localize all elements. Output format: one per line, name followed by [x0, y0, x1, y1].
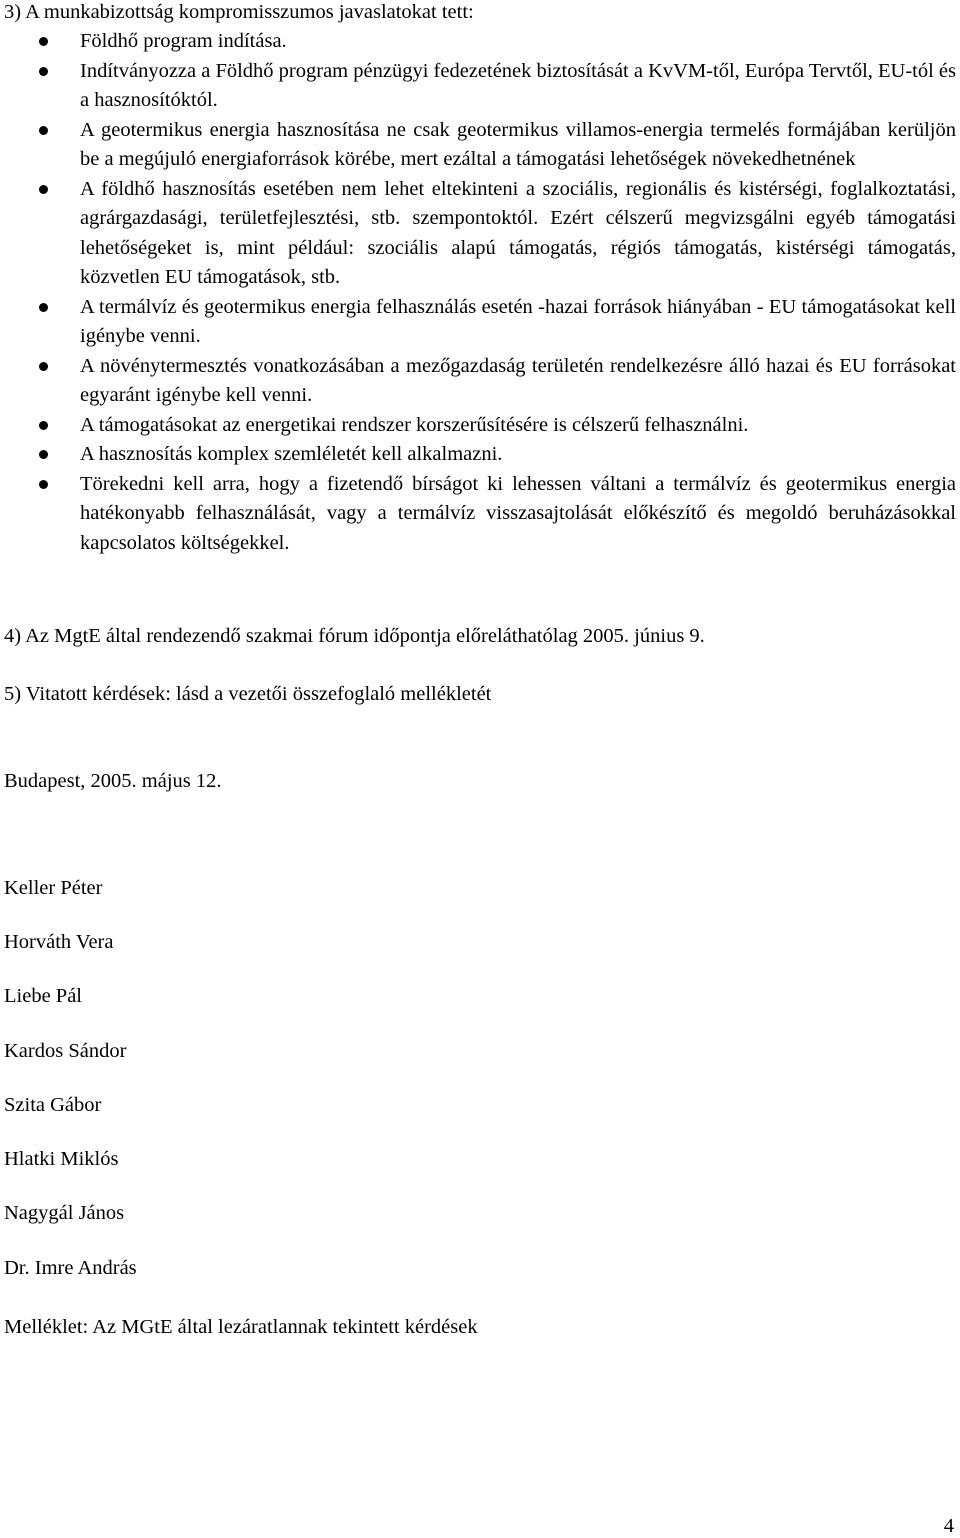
- bullet-icon: [39, 185, 48, 194]
- signatory-name: Dr. Imre András: [4, 1257, 137, 1279]
- bullet-icon: [39, 450, 48, 459]
- bullet-icon: [39, 362, 48, 371]
- list-item: A támogatásokat az energetikai rendszer korszerűsítésére is célszerű felhasználni.: [0, 411, 956, 441]
- signatory-name: Kardos Sándor: [4, 1040, 127, 1062]
- section-5-text: 5) Vitatott kérdések: lásd a vezetői összefoglaló mellékletét: [4, 683, 492, 705]
- list-item: Törekedni kell arra, hogy a fizetendő bírságot ki lehessen váltani a termálvíz és geotermikus energia hatékonyabb felhasználását, vagy a termálvíz visszasajtolását előkészítő és megoldó beruházásokkal kapcsolatos költségekkel.: [0, 470, 956, 559]
- list-item: Indítványozza a Földhő program pénzügyi fedezetének biztosítását a KvVM-től, Európa Tervtől, EU-tól és a hasznosítóktól.: [0, 57, 956, 116]
- signatory-name: Hlatki Miklós: [4, 1148, 119, 1170]
- page-number: 4: [943, 1515, 954, 1537]
- list-item: Földhő program indítása.: [0, 27, 956, 57]
- list-item: A geotermikus energia hasznosítása ne csak geotermikus villamos-energia termelés formájában kerüljön be a megújuló energiaforrások körébe, mert ezáltal a támogatási lehetőségek növekedhetnének: [0, 116, 956, 175]
- list-item: A termálvíz és geotermikus energia felhasználás esetén -hazai források hiányában - EU támogatásokat kell igénybe venni.: [0, 293, 956, 352]
- bullet-icon: [39, 37, 48, 46]
- section-3-heading: 3) A munkabizottság kompromisszumos javaslatokat tett:: [4, 1, 474, 23]
- place-date: Budapest, 2005. május 12.: [4, 770, 222, 792]
- list-item: A növénytermesztés vonatkozásában a mezőgazdaság területén rendelkezésre álló hazai és EU forrásokat egyaránt igénybe kell venni.: [0, 352, 956, 411]
- bullet-icon: [39, 126, 48, 135]
- signatory-name: Horváth Vera: [4, 931, 114, 953]
- proposal-list: [0, 27, 956, 558]
- signatory-name: Szita Gábor: [4, 1094, 102, 1116]
- section-4-text: 4) Az MgtE által rendezendő szakmai fórum időpontja előreláthatólag 2005. június 9.: [4, 625, 705, 647]
- attachment-note: Melléklet: Az MGtE által lezáratlannak tekintett kérdések: [4, 1316, 478, 1338]
- signatory-name: Nagygál János: [4, 1202, 125, 1224]
- signatory-name: Liebe Pál: [4, 985, 82, 1007]
- signatory-name: Keller Péter: [4, 877, 103, 899]
- list-item: A hasznosítás komplex szemléletét kell alkalmazni.: [0, 440, 956, 470]
- bullet-icon: [39, 421, 48, 430]
- bullet-icon: [39, 303, 48, 312]
- bullet-icon: [39, 67, 48, 76]
- list-item: A földhő hasznosítás esetében nem lehet eltekinteni a szociális, regionális és kistérségi, foglalkoztatási, agrárgazdasági, területfejlesztési, stb. szempontoktól. Ezért célszerű megvizsgálni egyéb támogatási lehetőségeket is, mint például: szociális alapú támogatás, régiós támogatás, kistérségi támogatás, közvetlen EU támogatások, stb.: [0, 175, 956, 293]
- bullet-icon: [39, 480, 48, 489]
